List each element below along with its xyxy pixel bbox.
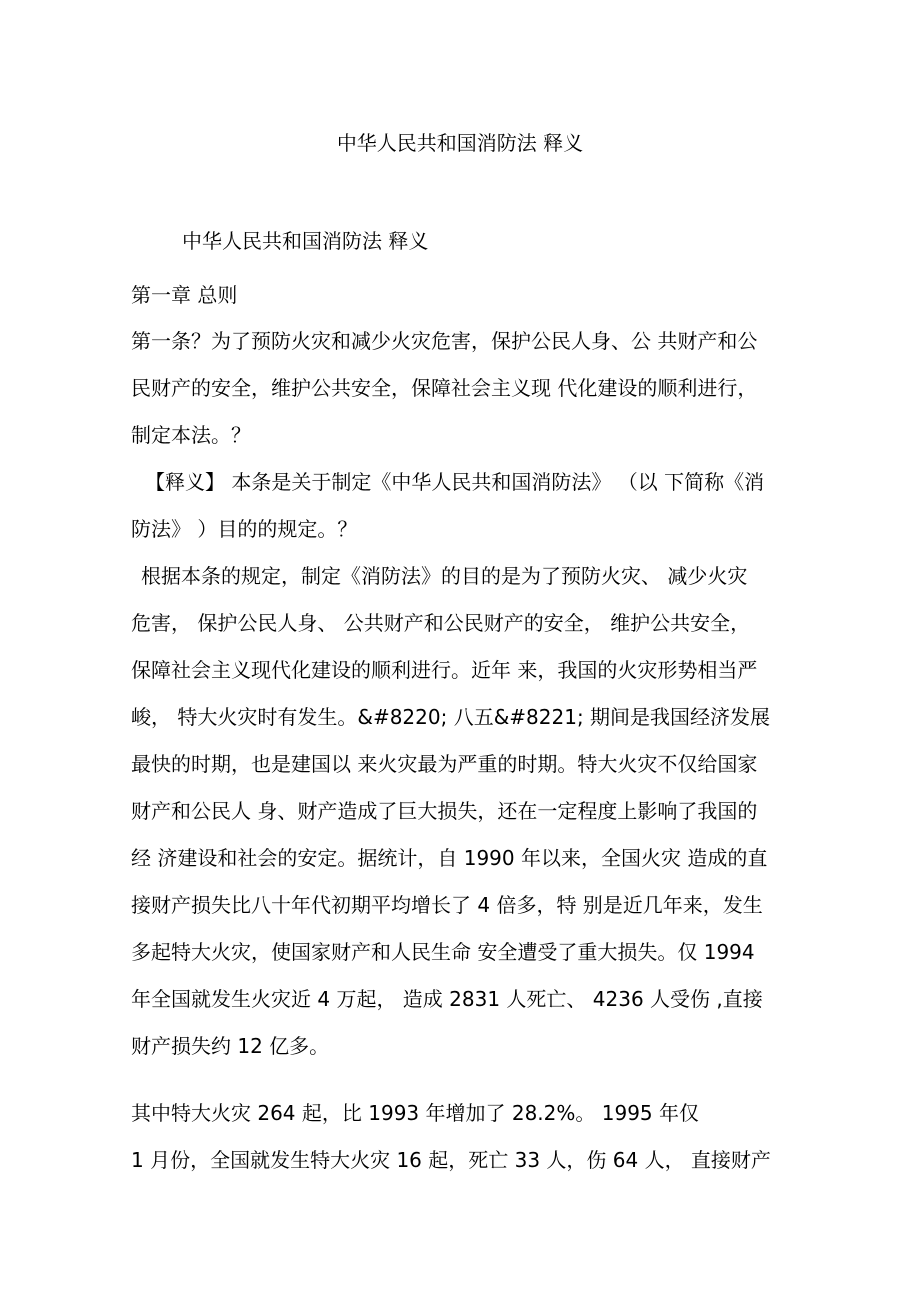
text-line: 防法》 ）目的的规定。？ bbox=[131, 517, 358, 541]
chapter-heading: 第一章 总则 bbox=[131, 283, 238, 307]
paragraph-1 bbox=[131, 553, 791, 1070]
text-line: 【释义】 本条是关于制定《中华人民共和国消防法》 （以 下简称《消 bbox=[145, 470, 765, 494]
text-line: 保障社会主义现代化建设的顺利进行。近年 来，我国的火灾形势相当严 bbox=[131, 658, 758, 682]
paragraph-2 bbox=[131, 1090, 791, 1184]
text-line: 其中特大火灾 264 起，比 1993 年增加了 28.2%。 1995 年仅 bbox=[131, 1101, 700, 1125]
text-line: 制定本法。？ bbox=[131, 423, 251, 447]
explanation-text bbox=[131, 459, 791, 553]
text-line: 年全国就发生火灾近 4 万起， 造成 2831 人死亡、 4236 人受伤 ,直接 bbox=[131, 987, 763, 1011]
text-line: 危害， 保护公民人身、 公共财产和公民财产的安全， 维护公共安全， bbox=[131, 611, 751, 635]
text-line: 接财产损失比八十年代初期平均增长了 4 倍多，特 别是近几年来，发生 bbox=[131, 893, 763, 917]
article-1-text bbox=[131, 318, 791, 459]
text-line: 1 月份，全国就发生特大火灾 16 起，死亡 33 人，伤 64 人， 直接财产 bbox=[131, 1148, 771, 1172]
text-line: 经 济建设和社会的安定。据统计，自 1990 年以来，全国火灾 造成的直 bbox=[131, 846, 768, 870]
text-line: 多起特大火灾，使国家财产和人民生命 安全遭受了重大损失。仅 1994 bbox=[131, 940, 755, 964]
text-line: 根据本条的规定，制定《消防法》的目的是为了预防火灾、 减少火灾 bbox=[141, 564, 748, 588]
document-subtitle: 中华人民共和国消防法 释义 bbox=[182, 229, 429, 253]
text-line: 第一条？为了预防火灾和减少火灾危害，保护公民人身、公 共财产和公 bbox=[131, 329, 758, 353]
document-title: 中华人民共和国消防法 释义 bbox=[336, 131, 584, 155]
text-line: 峻， 特大火灾时有发生。&#8220; 八五&#8221; 期间是我国经济发展 bbox=[131, 705, 771, 729]
text-line: 民财产的安全，维护公共安全，保障社会主义现 代化建设的顺利进行， bbox=[131, 376, 758, 400]
text-line: 最快的时期，也是建国以 来火灾最为严重的时期。特大火灾不仅给国家 bbox=[131, 752, 758, 776]
text-line: 财产损失约 12 亿多。 bbox=[131, 1034, 330, 1058]
text-line: 财产和公民人 身、财产造成了巨大损失，还在一定程度上影响了我国的 bbox=[131, 799, 758, 823]
